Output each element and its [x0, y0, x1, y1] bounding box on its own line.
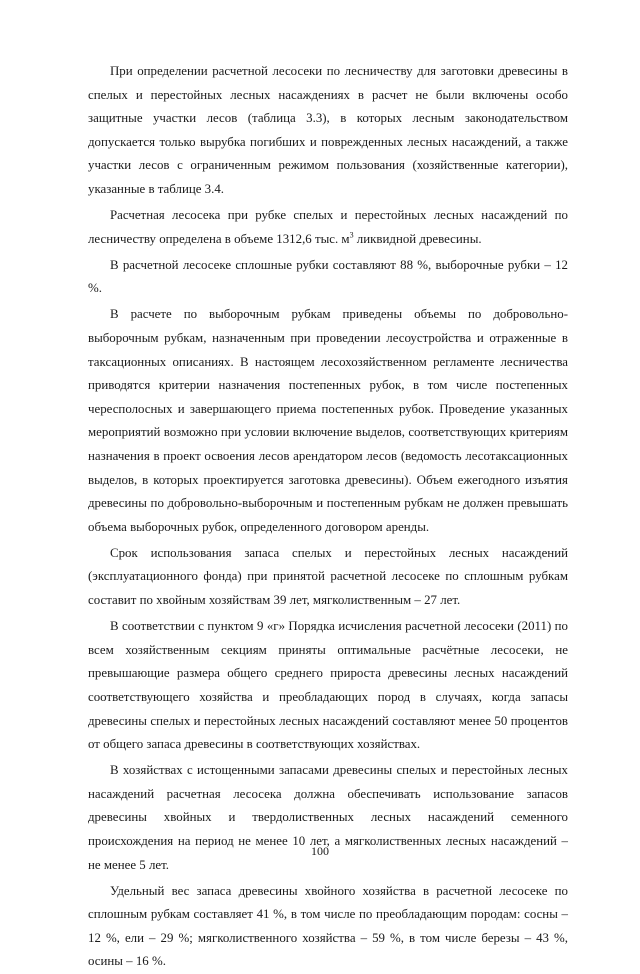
paragraph-selective-cuts: В расчете по выборочным рубкам приведены объемы по добровольно-выборочным рубкам, назначенным при проведении лесоустройства и отраженные в таксационных описаниях. В настоящем лесохозяйственном регламенте лесничества приводятся критерии назначения постепенных рубок, в том числе постепенных чересполосных и завершающего приема постепенных рубок. Проведение указанных мероприятий возможно при условии включение выделов, соответствующих критериям назначения в проект освоения лесов арендатором лесов (ведомость лесотаксационных выделов, в которых проектируется заготовка древесины). Объем ежегодного изъятия древесины по добровольно-выборочным и постепенным рубкам не должен превышать объема выборочных рубок, определенного договором аренды. [88, 307, 568, 534]
paragraph-stock-term: Срок использования запаса спелых и перестойных лесных насаждений (эксплуатационного фонда) при принятой расчетной лесосеке по сплошным рубкам составит по хвойным хозяйствам 39 лет, мягколиственным – 27 лет. [88, 545, 568, 608]
allowable-cut-text: Расчетная лесосека при рубке спелых и перестойных лесных насаждений по лесничеству определена в объеме 1312,6 тыс. м [88, 208, 568, 246]
paragraph-species-share: Удельный вес запаса древесины хвойного хозяйства в расчетной лесосеке по сплошным рубкам составляет 41 %, в том числе по преобладающим породам: сосны – 12 %, ели – 29 %; мягколиственного хозяйства – 59 %, в том числе березы – 43 %, осины – 16 %. [88, 883, 568, 969]
cubic-superscript: 3 [349, 230, 354, 240]
paragraph-allowable-cut [88, 204, 568, 251]
paragraph-exclusions: При определении расчетной лесосеки по лесничеству для заготовки древесины в спелых и перестойных лесных насаждениях в расчет не были включены особо защитные участки лесов (таблица 3.3), в которых лесным законодательством допускается только вырубка погибших и поврежденных лесных насаждений, а также участки лесов с ограниченным режимом пользования (хозяйственные категории), указанные в таблице 3.4. [88, 64, 568, 196]
allowable-cut-text-end: ликвидной древесины. [353, 231, 482, 246]
paragraph-depleted-stocks: В хозяйствах с истощенными запасами древесины спелых и перестойных лесных насаждений расчетная лесосека должна обеспечивать использование запасов древесины хвойных и твердолиственных лесных насаждений семенного происхождения на период не менее 10 лет, а мягколиственных лесных насаждений – не менее 5 лет. [88, 763, 568, 872]
paragraph-cut-shares: В расчетной лесосеке сплошные рубки составляют 88 %, выборочные рубки – 12 %. [88, 257, 568, 296]
paragraph-regulation: В соответствии с пунктом 9 «г» Порядка исчисления расчетной лесосеки (2011) по всем хозяйственным секциям приняты оптимальные расчётные лесосеки, не превышающие размера общего среднего прироста древесины лесных насаждений соответствующего хозяйства и преобладающих пород в случаях, когда запасы древесины спелых и перестойных лесных насаждений составляют менее 50 процентов от общего запаса древесины в соответствующих хозяйствах. [88, 619, 568, 752]
document-body [88, 60, 568, 974]
page-number: 100 [311, 844, 329, 858]
